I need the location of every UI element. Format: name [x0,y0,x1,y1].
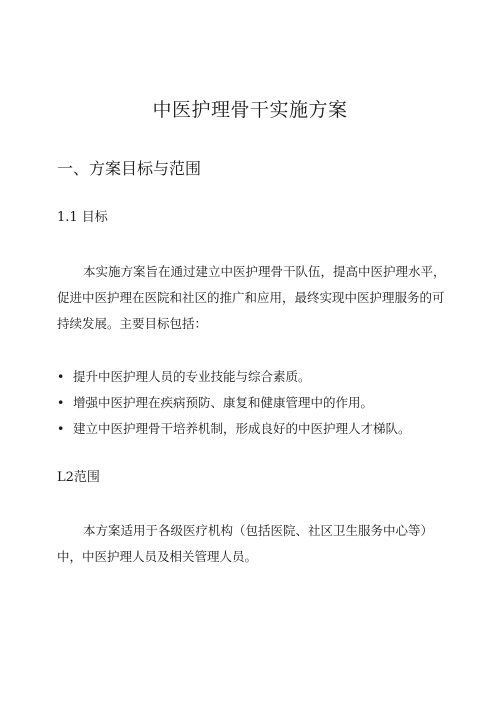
scope-paragraph [57,518,443,570]
goal-paragraph-line: 促进中医护理在医院和社区的推广和应用，最终实现中医护理服务的可 [57,290,445,305]
bullet-dot-icon: • [57,369,65,384]
goal-bullet-item [57,364,411,390]
goal-bullet-text: 提升中医护理人员的专业技能与综合素质。 [73,369,311,384]
goal-bullet-item [57,416,411,442]
goal-bullet-list [57,364,411,442]
goal-paragraph-line: 持续发展。主要目标包括： [57,316,208,331]
section-heading-goals-and-scope: 一、方案目标与范围 [57,159,202,178]
subsection-heading-scope: L2范围 [57,470,100,485]
subsection-heading-goal: 1.1 目标 [57,210,108,225]
scope-paragraph-line: 中，中医护理人员及相关管理人员。 [57,549,258,564]
goal-bullet-text: 增强中医护理在疾病预防、康复和健康管理中的作用。 [73,395,374,410]
goal-bullet-item [57,390,411,416]
goal-paragraph [57,259,446,337]
goal-bullet-text: 建立中医护理骨干培养机制，形成良好的中医护理人才梯队。 [73,421,411,436]
bullet-dot-icon: • [57,421,65,436]
document-title: 中医护理骨干实施方案 [152,99,348,121]
goal-paragraph-line: 本实施方案旨在通过建立中医护理骨干队伍，提高中医护理水平， [83,264,446,279]
scope-paragraph-line: 本方案适用于各级医疗机构（包括医院、社区卫生服务中心等） [83,523,434,538]
bullet-dot-icon: • [57,395,65,410]
